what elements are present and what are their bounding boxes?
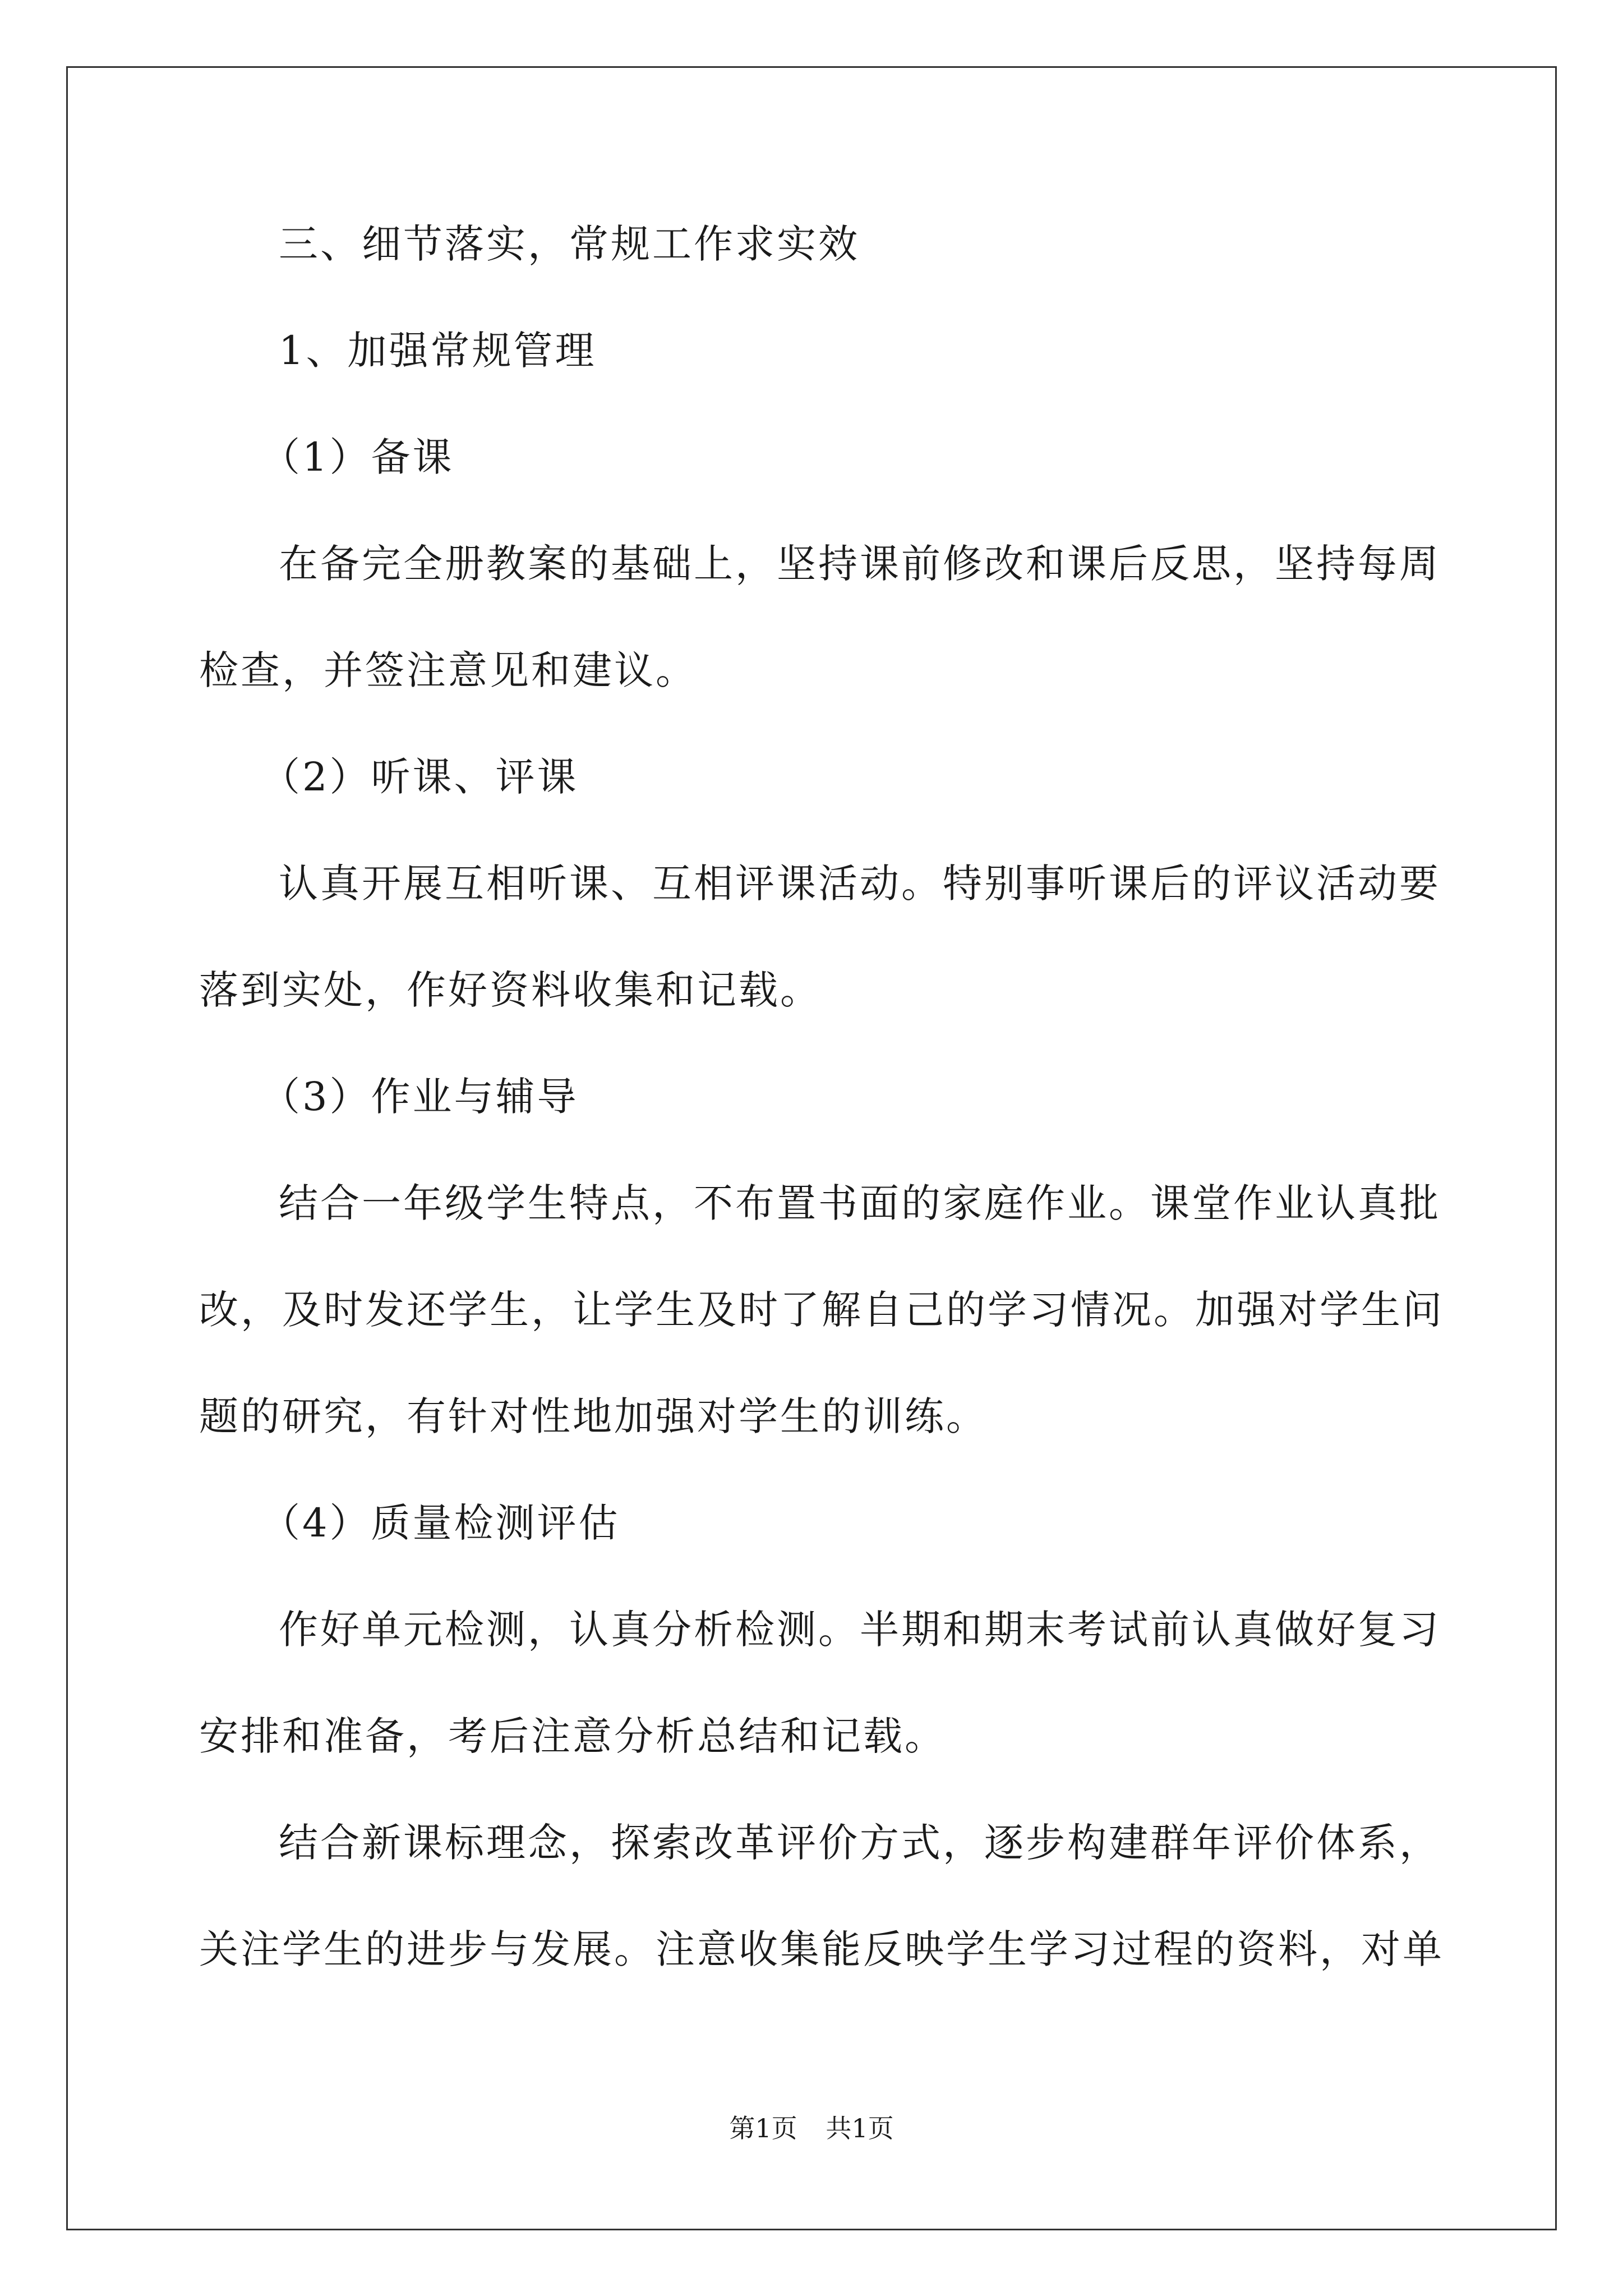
item-title: （1）备课 [261, 434, 454, 480]
paragraph-line: 安排和准备，考后注意分析总结和记载。 [199, 1713, 946, 1759]
spacer [199, 589, 1427, 645]
item-title: （3）作业与辅导 [261, 1074, 579, 1120]
paragraph-line: 关注学生的进步与发展。注意收集能反映学生学习过程的资料，对单 [199, 1926, 1444, 1972]
spacer [199, 376, 1427, 432]
spacer [199, 1655, 1427, 1711]
section-heading: 三、细节落实，常规工作求实效 [279, 221, 860, 267]
total-pages: 共1页 [826, 2113, 894, 2143]
item-title: （2）听课、评课 [261, 754, 579, 800]
paragraph-line: 改，及时发还学生，让学生及时了解自己的学习情况。加强对学生问 [199, 1287, 1444, 1333]
spacer [199, 1761, 1427, 1818]
spacer [199, 1122, 1427, 1178]
paragraph-line: 结合一年级学生特点，不布置书面的家庭作业。课堂作业认真批 [279, 1180, 1441, 1226]
page-footer [0, 2111, 1623, 2145]
page-number: 第1页 [729, 2113, 797, 2143]
paragraph-line: 在备完全册教案的基础上，坚持课前修改和课后反思，坚持每周 [279, 541, 1441, 587]
document-body [199, 219, 1444, 1975]
spacer [199, 1442, 1427, 1498]
paragraph-line: 认真开展互相听课、互相评课活动。特别事听课后的评议活动要 [279, 861, 1441, 907]
spacer [199, 802, 1427, 858]
spacer [199, 269, 1427, 325]
paragraph-line: 结合新课标理念，探索改革评价方式，逐步构建群年评价体系， [279, 1820, 1441, 1866]
spacer [199, 1228, 1427, 1285]
paragraph-line: 检查，并签注意见和建议。 [199, 647, 697, 693]
paragraph-line: 作好单元检测，认真分析检测。半期和期末考试前认真做好复习 [279, 1607, 1441, 1653]
spacer [199, 1015, 1427, 1071]
item-title: （4）质量检测评估 [261, 1500, 620, 1546]
spacer [199, 1335, 1427, 1391]
spacer [199, 696, 1427, 752]
paragraph-line: 题的研究，有针对性地加强对学生的训练。 [199, 1393, 988, 1439]
subsection-title: 1、加强常规管理 [279, 328, 597, 374]
spacer [199, 1868, 1427, 1924]
spacer [199, 482, 1427, 539]
spacer [199, 909, 1427, 965]
spacer [199, 1548, 1427, 1604]
paragraph-line: 落到实处，作好资料收集和记载。 [199, 967, 822, 1013]
